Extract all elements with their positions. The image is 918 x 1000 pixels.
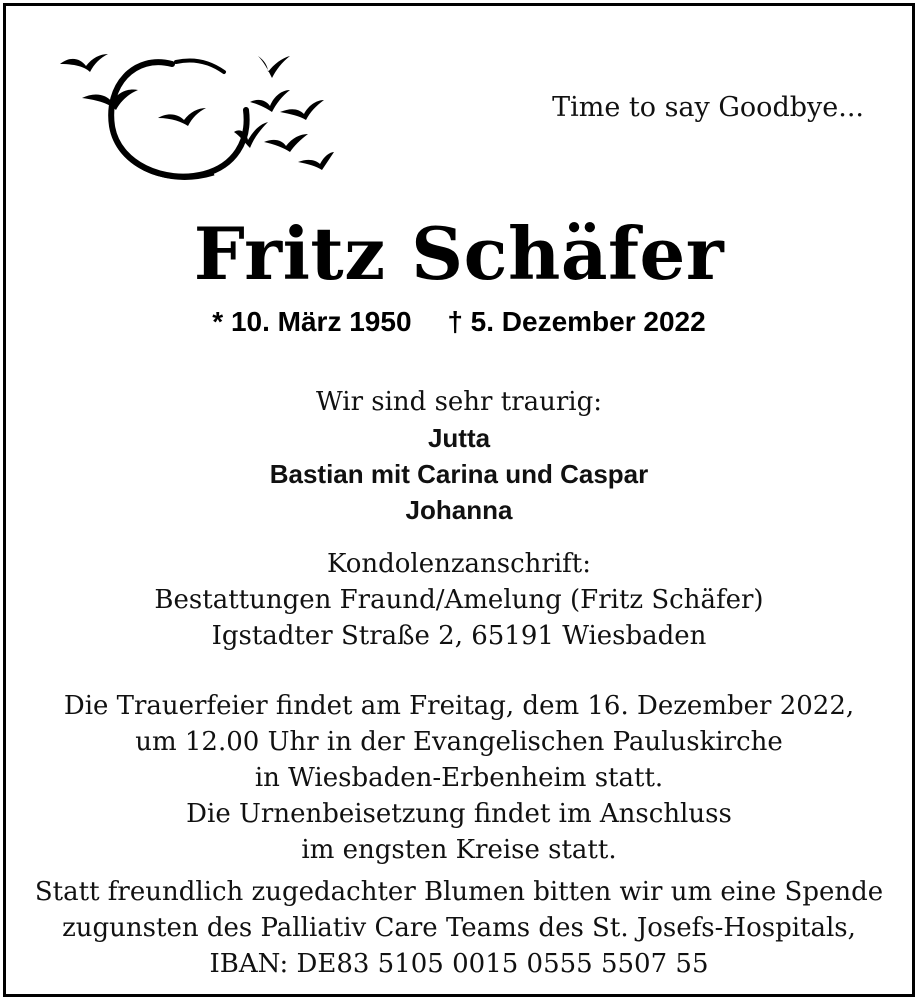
condolence-line: Igstadter Straße 2, 65191 Wiesbaden: [211, 621, 707, 651]
donation-request: [6, 874, 912, 982]
mourners-intro: Wir sind sehr traurig:: [315, 387, 603, 417]
birth-date: * 10. März 1950: [212, 306, 412, 337]
donation-iban: IBAN: DE83 5105 0015 0555 5507 55: [209, 949, 709, 979]
deceased-name: Fritz Schäfer: [193, 211, 725, 296]
motto: Time to say Goodbye...: [552, 92, 864, 123]
donation-line: Statt freundlich zugedachter Blumen bitten wir um eine Spende: [34, 877, 884, 907]
condolence-address: [6, 546, 912, 654]
mourner-name: Bastian mit Carina und Caspar: [269, 459, 649, 489]
condolence-line: Bestattungen Fraund/Amelung (Fritz Schäfer): [154, 585, 764, 615]
obituary-notice: [3, 3, 915, 997]
condolence-heading: Kondolenzanschrift:: [326, 549, 592, 579]
mourner-name: Johanna: [405, 495, 513, 525]
funeral-line: Die Trauerfeier findet am Freitag, dem 16. Dezember 2022,: [63, 691, 855, 721]
moon-and-birds-icon: [54, 46, 334, 186]
donation-line: zugunsten des Palliativ Care Teams des St. Josefs-Hospitals,: [62, 913, 856, 943]
mourner-name: Jutta: [427, 423, 491, 453]
funeral-line: in Wiesbaden-Erbenheim statt.: [254, 763, 664, 793]
life-dates: [6, 306, 912, 338]
funeral-line: im engsten Kreise statt.: [301, 835, 617, 865]
funeral-line: um 12.00 Uhr in der Evangelischen Pauluskirche: [135, 727, 783, 757]
mourners-section: [6, 384, 912, 528]
death-date: † 5. Dezember 2022: [447, 306, 706, 337]
funeral-line: Die Urnenbeisetzung findet im Anschluss: [186, 799, 732, 829]
funeral-details: [6, 688, 912, 868]
